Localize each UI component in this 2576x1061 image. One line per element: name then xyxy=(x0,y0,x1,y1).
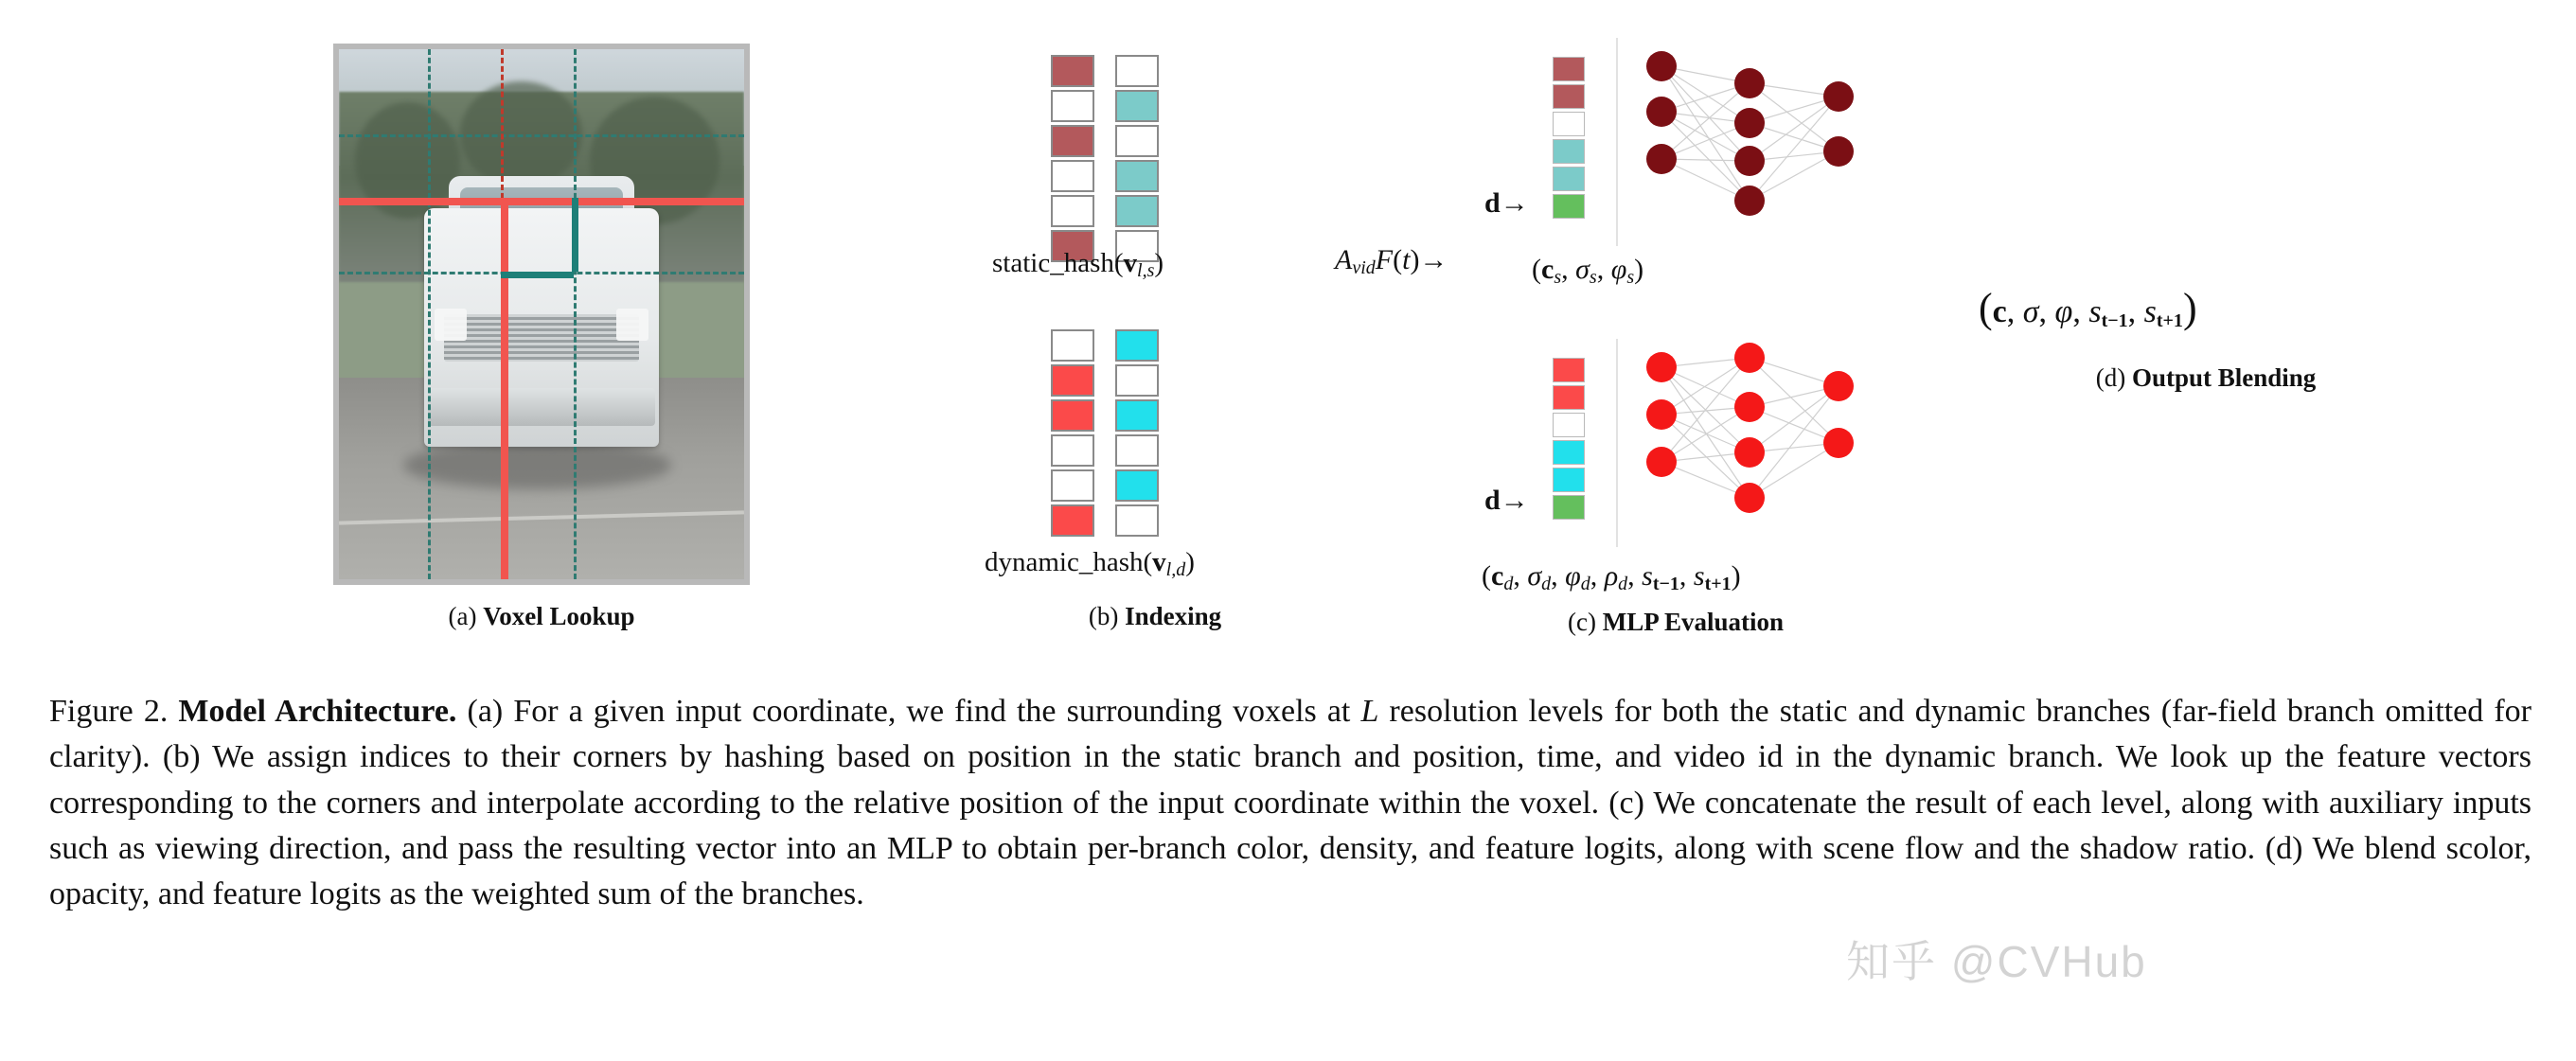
feature-cell xyxy=(1553,385,1585,410)
feature-cell xyxy=(1553,358,1585,382)
static-hash-left-column xyxy=(1051,55,1094,265)
hash-cell xyxy=(1115,434,1159,467)
selected-voxel-teal-horizontal xyxy=(501,272,574,278)
hash-cell xyxy=(1051,504,1094,537)
selected-voxel-teal-vertical xyxy=(572,198,578,272)
feature-cell xyxy=(1553,57,1585,81)
figure-number: Figure 2. xyxy=(49,694,169,729)
direction-dynamic-label: d→ xyxy=(1484,485,1529,516)
figure-caption-body-1: (a) For a given input coordinate, we find the surrounding voxels at xyxy=(467,694,1361,729)
hash-cell xyxy=(1115,469,1159,502)
panel-d-label: (d) xyxy=(2095,363,2126,392)
static-feature-vector xyxy=(1553,57,1585,219)
static-mlp-diagram xyxy=(1609,38,1893,246)
panel-a-caption xyxy=(333,602,750,631)
hash-cell xyxy=(1115,364,1159,397)
feature-cell xyxy=(1553,139,1585,164)
blend-output-formula: (c, σ, φ, $s_{t-1}$, $s_{t+1}$) xyxy=(1979,285,2197,331)
hash-cell xyxy=(1115,160,1159,192)
figure-caption-title: Model Architecture. xyxy=(178,694,457,729)
hash-cell xyxy=(1051,469,1094,502)
hash-cell xyxy=(1051,329,1094,362)
hash-cell xyxy=(1115,504,1159,537)
feature-cell xyxy=(1553,440,1585,465)
panel-b-title: Indexing xyxy=(1125,602,1222,630)
feature-cell xyxy=(1553,167,1585,191)
hash-cell xyxy=(1051,55,1094,87)
hash-cell xyxy=(1051,364,1094,397)
voxel-grid-line-horizontal xyxy=(339,134,744,137)
panel-d-title: Output Blending xyxy=(2131,363,2317,392)
voxel-grid-line-vertical xyxy=(428,49,431,579)
figure-caption-body-2: resolution levels for both the static and dynamic branches (far-field branch omitted for clarity). (b) We assign indices to their corners by hashing based on position in the static branch and position, time, and video id in the dynamic branch. We look up the feature vectors corresponding to the corners and interpolate according to the relative position of the input coordinate within the voxel. (c) We concatenate the result of each level, along with auxiliary inputs such as viewing direction, and pass the resulting vector into an MLP to obtain per-branch color, density, and feature logits, along with scene flow and the shadow ratio. (d) We blend scolor, opacity, and feature logits as the weighted sum of the branches. xyxy=(49,694,2532,912)
direction-static-label: d→ xyxy=(1484,187,1529,219)
static-hash-right-column xyxy=(1115,55,1159,265)
dynamic-hash-grid xyxy=(1051,329,1159,539)
photo-truck-shadow xyxy=(403,441,670,488)
dynamic-mlp-diagram xyxy=(1609,339,1893,547)
feature-cell xyxy=(1553,112,1585,136)
photo-truck-headlight-right xyxy=(616,309,648,341)
dynamic-output-formula: ($c_d$, $\sigma_d$, $\varphi_d$, $\rho_d$, $s_{t-1}$, $s_{t+1}$) xyxy=(1482,560,1741,594)
dynamic-hash-right-column xyxy=(1115,329,1159,539)
panel-a-title: Voxel Lookup xyxy=(483,602,635,630)
static-hash-label: $static\_hash(v_{l,s})$ xyxy=(992,248,1164,281)
hash-cell xyxy=(1115,195,1159,227)
voxel-grid-line-vertical xyxy=(574,49,577,579)
hash-cell xyxy=(1051,399,1094,432)
panel-c-caption xyxy=(1477,608,1874,637)
panel-d-caption xyxy=(1988,363,2424,393)
hash-cell xyxy=(1115,55,1159,87)
photo-truck-bumper xyxy=(428,388,655,425)
feature-cell xyxy=(1553,468,1585,492)
panel-b-caption xyxy=(985,602,1325,631)
hash-cell xyxy=(1051,90,1094,122)
panel-a-label: (a) xyxy=(448,602,477,630)
panel-c-label: (c) xyxy=(1568,608,1596,636)
voxel-lookup-panel xyxy=(333,44,750,585)
hash-cell xyxy=(1051,160,1094,192)
photo-truck-grille xyxy=(444,314,638,362)
photo-truck-headlight-left xyxy=(435,309,467,341)
feature-cell xyxy=(1553,495,1585,520)
hash-cell xyxy=(1051,195,1094,227)
feature-cell xyxy=(1553,194,1585,219)
panel-c-title: MLP Evaluation xyxy=(1602,608,1784,636)
dynamic-feature-vector xyxy=(1553,358,1585,520)
dynamic-hash-left-column xyxy=(1051,329,1094,539)
hash-cell xyxy=(1115,399,1159,432)
figure-caption-symbol-L: L xyxy=(1360,694,1379,729)
scene-photo xyxy=(333,44,750,585)
hash-cell xyxy=(1051,434,1094,467)
panel-b-label: (b) xyxy=(1088,602,1119,630)
selected-voxel-red-horizontal xyxy=(339,198,744,205)
selected-voxel-red-vertical xyxy=(501,198,508,579)
hash-cell xyxy=(1115,90,1159,122)
feature-cell xyxy=(1553,84,1585,109)
feature-cell xyxy=(1553,413,1585,437)
avid-input-label: $A_{vid}F(t)\to$ xyxy=(1335,244,1448,278)
watermark: 知乎 @CVHub xyxy=(1846,937,2147,986)
figure-caption xyxy=(49,689,2532,917)
hash-cell xyxy=(1115,329,1159,362)
hash-cell xyxy=(1051,125,1094,157)
static-output-formula: ($c_s$, $\sigma_s$, $\varphi_s$) xyxy=(1532,254,1644,288)
static-hash-grid xyxy=(1051,55,1159,265)
hash-cell xyxy=(1115,125,1159,157)
dynamic-hash-label: $dynamic\_hash(v_{l,d})$ xyxy=(985,547,1195,580)
